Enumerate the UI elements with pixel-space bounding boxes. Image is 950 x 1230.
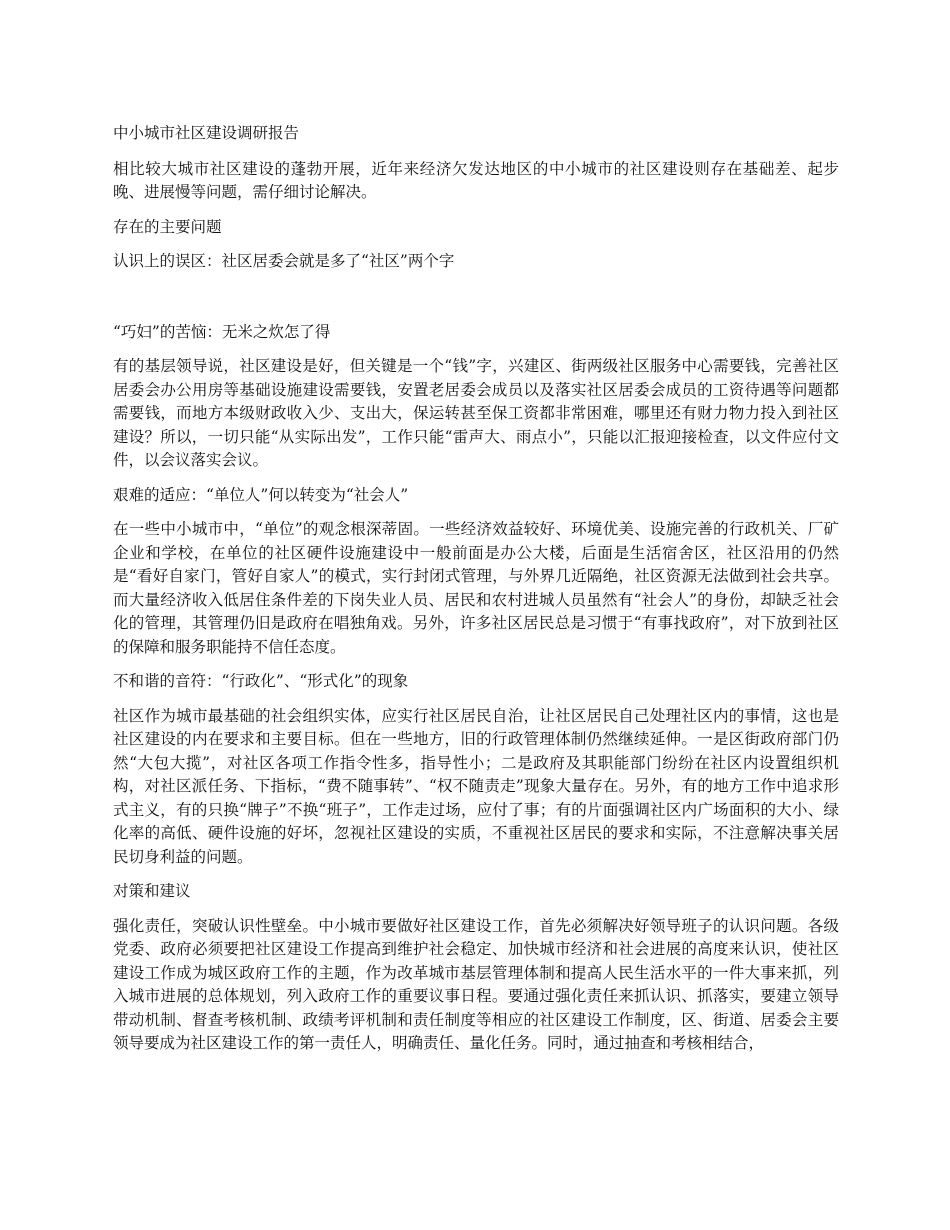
blank-spacer bbox=[113, 285, 839, 321]
document-title: 中小城市社区建设调研报告 bbox=[113, 124, 300, 142]
issue-heading-adaptation: 艰难的适应：“单位人”何以转变为“社会人” bbox=[113, 485, 409, 504]
issue-heading-administrative: 不和谐的音符：“行政化”、“形式化”的现象 bbox=[113, 672, 409, 690]
issue-paragraph-administrative: 社区作为城市最基础的社会组织实体，应实行社区居民自治，让社区居民自己处理社区内的事情，这也是社区建设的内在要求和主要目标。但在一些地方，旧的行政管理体制仍然继续延伸。一是区街政府部门仍然“大包大揽”，对社区各项工作指令性多，指导性小；二是政府及其职能部门纷纷在社区内设置组织机构，对社区派任务、下指标，“费不随事转”、“权不随责走”现象大量存在。另外，有的地方工作中追求形式主义，有的只换“牌子”不换“班子”，工作走过场，应付了事；有的片面强调社区内广场面积的大小、绿化率的高低、硬件设施的好坏，忽视社区建设的实质，不重视社区居民的要求和实际，不注意解决事关居民切身利益的问题。 bbox=[113, 706, 839, 866]
issue-heading-funding: “巧妇”的苦恼：无米之炊怎了得 bbox=[113, 322, 331, 341]
section-heading-measures: 对策和建议 bbox=[113, 882, 191, 900]
section-heading-problems: 存在的主要问题 bbox=[113, 217, 222, 236]
intro-paragraph: 相比较大城市社区建设的蓬勃开展，近年来经济欠发达地区的中小城市的社区建设则存在基础差、起步晚、进展慢等问题，需仔细讨论解决。 bbox=[113, 159, 839, 201]
issue-paragraph-adaptation: 在一些中小城市中，“单位”的观念根深蒂固。一些经济效益较好、环境优美、设施完善的行政机关、厂矿企业和学校，在单位的社区硬件设施建设中一般前面是办公大楼，后面是生活宿舍区，社区沿用的仍然是“看好自家门，管好自家人”的模式，实行封闭式管理，与外界几近隔绝，社区资源无法做到社会共享。而大量经济收入低居住条件差的下岗失业人员、居民和农村进城人员虽然有“社会人”的身份，却缺乏社会化的管理，其管理仍旧是政府在唱独角戏。另外，许多社区居民总是习惯于“有事找政府”，对下放到社区的保障和服务职能持不信任态度。 bbox=[113, 520, 839, 656]
measure-paragraph-responsibility: 强化责任，突破认识性壁垒。中小城市要做好社区建设工作，首先必须解决好领导班子的认识问题。各级党委、政府必须要把社区建设工作提高到维护社会稳定、加快城市经济和社会进展的高度来认识，使社区建设工作成为城区政府工作的主题，作为改革城市基层管理体制和提高人民生活水平的一件大事来抓，列入城市进展的总体规划，列入政府工作的重要议事日程。要通过强化责任来抓认识、抓落实，要建立领导带动机制、督查考核机制、政绩考评机制和责任制度等相应的社区建设工作制度，区、街道、居委会主要领导要成为社区建设工作的第一责任人，明确责任、量化任务。同时，通过抽查和考核相结合， bbox=[113, 916, 839, 1052]
issue-heading-misconception: 认识上的误区：社区居委会就是多了“社区”两个字 bbox=[113, 252, 455, 270]
issue-paragraph-funding: 有的基层领导说，社区建设是好，但关键是一个“钱”字，兴建区、街两级社区服务中心需要钱，完善社区居委会办公用房等基础设施建设需要钱，安置老居委会成员以及落实社区居委会成员的工资待遇等问题都需要钱，而地方本级财政收入少、支出大，保运转甚至保工资都非常困难，哪里还有财力物力投入到社区建设？所以，一切只能“从实际出发”，工作只能“雷声大、雨点小”，只能以汇报迎接检查，以文件应付文件，以会议落实会议。 bbox=[113, 357, 839, 469]
document-page bbox=[113, 122, 839, 1067]
